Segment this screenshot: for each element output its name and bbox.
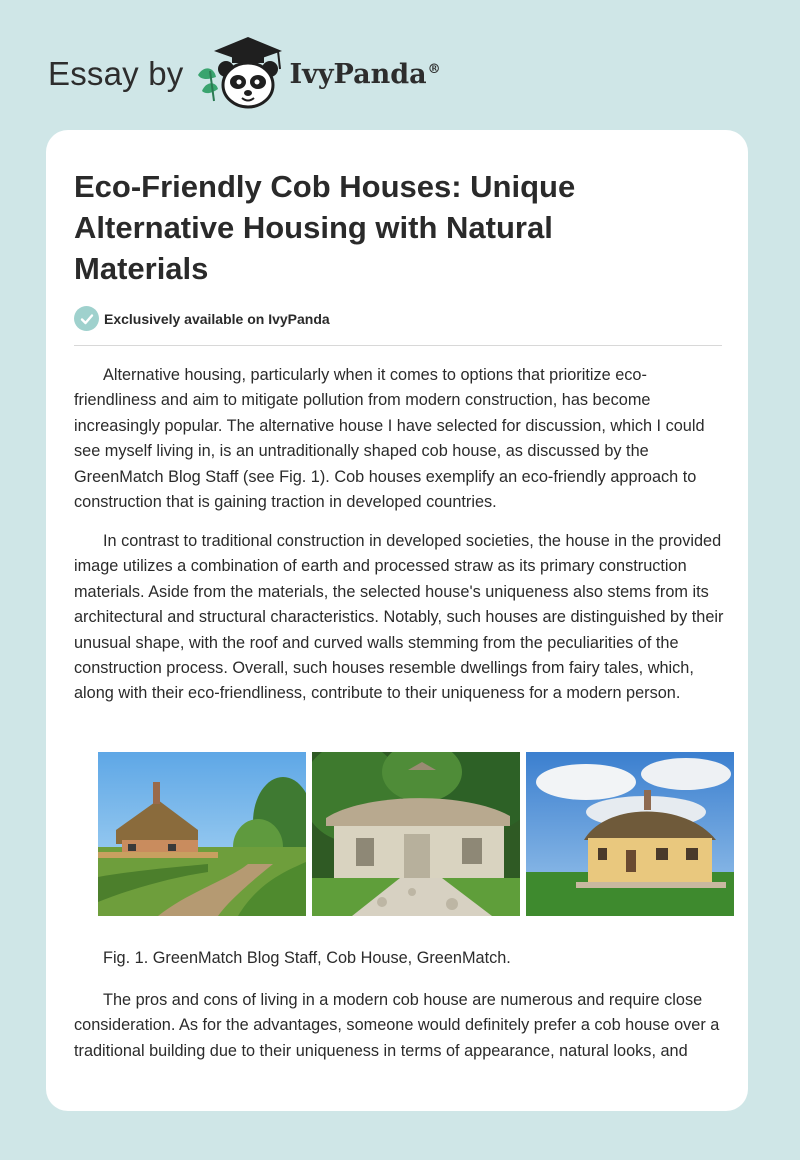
cob-house-figure	[98, 752, 734, 916]
figure-caption: Fig. 1. GreenMatch Blog Staff, Cob House, GreenMatch.	[103, 949, 511, 967]
exclusive-badge	[74, 306, 330, 331]
panda-logo-icon[interactable]	[196, 35, 288, 113]
brand-name-text[interactable]: IvyPanda	[289, 58, 427, 90]
brand-prefix: Essay by	[48, 55, 184, 92]
paragraph-2: In contrast to traditional construction in developed societies, the house in the provided image utilizes a combination of earth and processed straw as its primary construction materials. Aside from the materials, the selected house's uniqueness also stems from its architectural and structural characteristics. Notably, such houses are distinguished by their unusual shape, with the roof and curved walls stemming from the peculiarities of the construction process. Overall, such houses resemble dwellings from fairy tales, which, along with their eco-friendliness, contribute to their uniqueness for a modern person.	[74, 532, 724, 703]
registered-mark: ®	[427, 61, 441, 77]
cob-house-photo-cottage	[526, 752, 734, 916]
badge-label: Exclusively available on IvyPanda	[104, 310, 330, 327]
paragraph-3: The pros and cons of living in a modern cob house are numerous and require close consideration. As for the advantages, someone would definitely prefer a cob house over a traditional building due to their uniqueness in terms of appearance, natural looks, and	[74, 991, 720, 1060]
site-header	[48, 34, 441, 114]
cob-house-photo-round	[312, 752, 520, 916]
paragraph-1: Alternative housing, particularly when it comes to options that prioritize eco-friendliness and aim to mitigate pollution from modern construction, has become increasingly popular. The alternative house I have selected for discussion, which I could see myself living in, is an untraditionally shaped cob house, as discussed by the GreenMatch Blog Staff (see Fig. 1). Cob houses exemplify an eco-friendly approach to construction that is gaining traction in developed countries.	[74, 366, 705, 512]
essay-card	[46, 130, 748, 1111]
brand-name[interactable]	[290, 59, 441, 90]
divider	[74, 345, 722, 346]
essay-title: Eco-Friendly Cob Houses: Unique Alternative Housing with Natural Materials	[74, 169, 576, 286]
check-circle-icon	[74, 306, 99, 331]
cob-house-photo-lane	[98, 752, 306, 916]
